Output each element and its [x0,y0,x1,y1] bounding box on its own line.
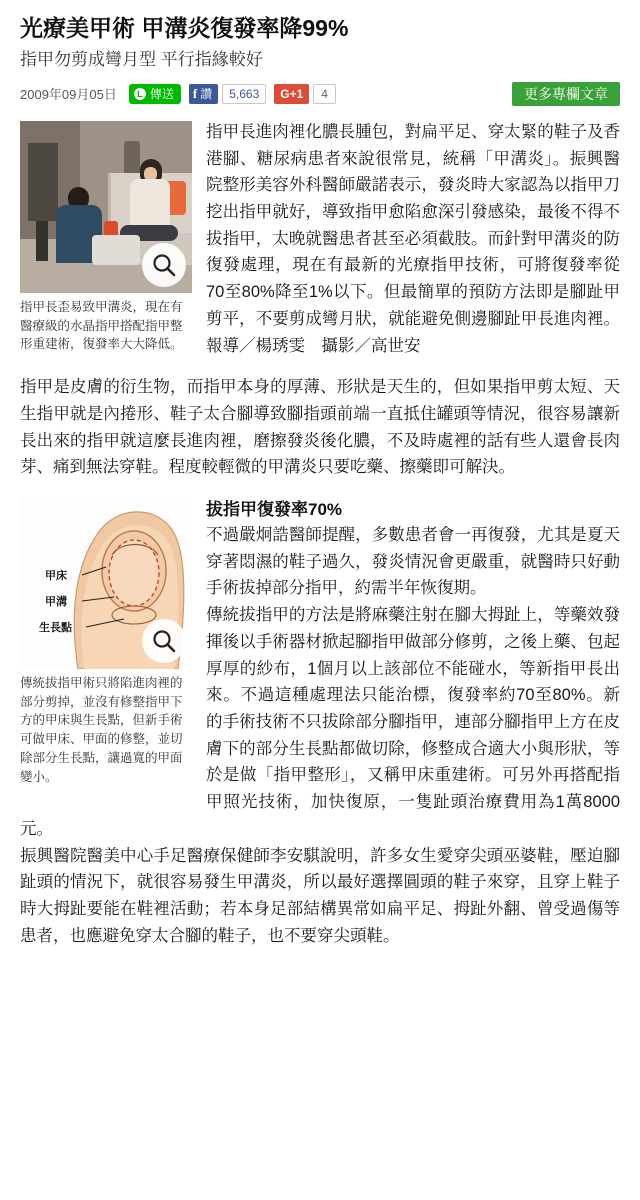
gplus-group [274,84,336,104]
toe-label-nail-groove: 甲溝 [44,593,68,609]
facebook-like-count: 5,663 [222,84,266,104]
article-intro-block [20,119,620,360]
figure-salon [20,121,192,354]
article-meta-bar [20,81,620,107]
salon-photo[interactable] [20,121,192,293]
line-icon: L [134,88,146,100]
more-columns-button[interactable]: 更多專欄文章 [512,82,620,106]
figure-toe-diagram [20,497,192,787]
line-share-label: 傳送 [149,87,174,102]
article-subheading: 指甲勿剪成彎月型 平行指緣較好 [20,49,263,69]
paragraph-3: 不過嚴炯誥醫師提醒，多數患者會一再復發，尤其是夏天穿著悶濕的鞋子過久，發炎情況會更嚴重，就醫時只好動手術拔掉部分指甲，約需半年恢復期。 [206,525,620,598]
paragraph-2: 指甲是皮膚的衍生物，而指甲本身的厚薄、形狀是天生的，但如果指甲剪太短、天生指甲就是內捲形、鞋子太合腳導致腳指頭前端一直抵住罐頭等情況，很容易讓新長出來的指甲就這麼長進肉裡，磨擦發炎後化膿，不及時處裡的話有些人還會長肉芽、痛到無法穿鞋。程度較輕微的甲溝炎只要吃藥、擦藥即可解決。 [20,378,620,477]
article-section-block [20,495,620,843]
toe-label-growth-point: 生長點 [38,619,73,635]
paragraph-1: 指甲長進肉裡化膿長腫包，對扁平足、穿太緊的鞋子及香港腳、糖尿病患者來說很常見，統稱「甲溝炎」。振興醫院整形美容外科醫師嚴諾表示，發炎時大家認為以指甲刀挖出指甲就好，導致指甲愈陷愈深引發感染，最後不得不拔指甲，太晚就醫患者甚至必須截肢。而針對甲溝炎的防復發處理，現在有最新的光療指甲技術，可將復發率從70至80%降至1%以下。但最簡單的預防方法即是腳趾甲剪平，不要剪成彎月狀，就能避免側邊腳趾甲長進肉裡。報導／楊琇雯 攝影／高世安 [206,122,620,355]
facebook-icon: f [192,85,198,101]
magnifier-icon[interactable] [142,619,186,663]
gplus-count: 4 [313,84,336,104]
facebook-like-group [189,84,266,104]
page-title: 光療美甲術 甲溝炎復發率降99% [20,15,349,41]
paragraph-5: 振興醫院醫美中心手足醫療保健師李安騏說明，許多女生愛穿尖頭巫婆鞋，壓迫腳趾頭的情況下，就很容易發生甲溝炎，所以最好選擇圓頭的鞋子來穿，且穿上鞋子時大拇趾要能在鞋裡活動；若本身足部結構異常如扁平足、拇趾外翻、曾受過傷等患者，也應避免穿太合腳的鞋子，也不要穿尖頭鞋。 [20,846,620,945]
publish-date: 2009年09月05日 [20,87,117,103]
section-title: 拔指甲復發率70% [206,499,343,519]
magnifier-icon[interactable] [142,243,186,287]
facebook-like-button[interactable] [189,84,218,104]
facebook-like-label: 讚 [200,87,213,102]
gplus-button[interactable]: G+1 [274,84,309,104]
figure-salon-caption: 指甲長歪易致甲溝炎，現在有醫療級的水晶指甲搭配指甲整形重建術，復發率大大降低。 [20,299,183,352]
paragraph-4: 傳統拔指甲的方法是將麻藥注射在腳大拇趾上，等藥效發揮後以手術器材掀起腳指甲做部分修剪，之後上藥、包起厚厚的紗布，1個月以上該部位不能碰水，等新指甲長出來。不過這種處理法只能治標，復發率約70至80%。新的手術技術不只拔除部分腳指甲，連部分腳指甲上方在皮膚下的部分生長點都做切除，修整成合適大小與形狀，等於是做「指甲整形」，又稱甲床重建術。可另外再搭配指甲照光技術，加快復原，一隻趾頭治療費用為1萬8000元。 [20,606,620,838]
line-share-button[interactable] [129,84,181,104]
figure-toe-caption: 傳統拔指甲術只將陷進肉裡的部分剪掉，並沒有修整指甲下方的甲床與生長點，但新手術可做甲床、甲面的修整，並切除部分生長點，讓過寬的甲面變小。 [20,675,183,784]
toe-label-nail-bed: 甲床 [44,567,68,583]
toe-diagram-photo[interactable] [20,497,192,669]
